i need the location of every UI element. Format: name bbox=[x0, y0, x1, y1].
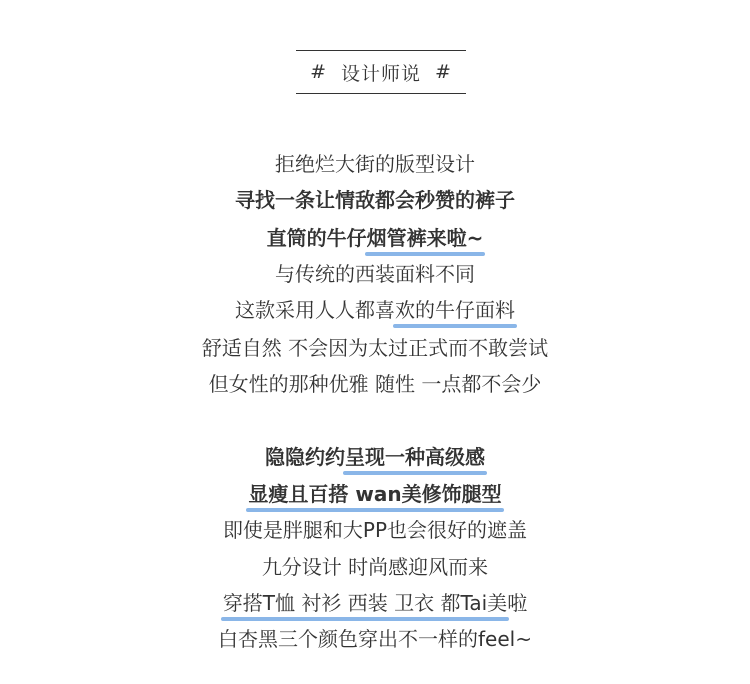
line-text: 九分设计 时尚感迎风而来 bbox=[261, 555, 489, 579]
text-line bbox=[0, 370, 750, 398]
line-text: 隐隐约约 bbox=[265, 445, 345, 469]
highlighted-text: 欢的牛仔面料 bbox=[395, 298, 515, 322]
text-line bbox=[0, 150, 750, 178]
highlighted-text: 穿搭T恤 衬衫 西装 卫衣 都Tai美 bbox=[222, 591, 508, 615]
line-text: 与传统的西装面料不同 bbox=[275, 262, 475, 286]
text-line bbox=[0, 186, 750, 214]
highlighted-text: 呈现一种高级感 bbox=[345, 445, 485, 469]
text-line bbox=[0, 625, 750, 653]
line-text: 但女性的那种优雅 随性 一点都不会少 bbox=[208, 372, 542, 396]
text-line bbox=[0, 260, 750, 288]
highlighted-text: 显瘦且百搭 wan美修饰腿型 bbox=[248, 482, 502, 506]
line-text: 直筒的牛仔 bbox=[266, 226, 367, 250]
text-line bbox=[0, 296, 750, 324]
text-line bbox=[0, 516, 750, 544]
text-line bbox=[0, 443, 750, 471]
text-line bbox=[0, 224, 750, 252]
line-text: 即使是胖腿和大PP也会很好的遮盖 bbox=[222, 518, 528, 542]
line-text: 这款采用人人都喜 bbox=[235, 298, 395, 322]
hash-symbol-right: # bbox=[435, 61, 452, 83]
section-header bbox=[296, 50, 466, 94]
section-title: 设计师说 bbox=[340, 62, 421, 85]
text-line bbox=[0, 480, 750, 508]
line-text: 啦 bbox=[507, 591, 528, 615]
line-text: 寻找一条让情敌都会秒赞的裤子 bbox=[235, 188, 515, 212]
text-line bbox=[0, 553, 750, 581]
hash-symbol-left: # bbox=[310, 61, 327, 83]
text-line bbox=[0, 589, 750, 617]
line-text: 白杏黑三个颜色穿出不一样的feel~ bbox=[218, 627, 532, 651]
line-text: 拒绝烂大街的版型设计 bbox=[275, 152, 475, 176]
line-text: 舒适自然 不会因为太过正式而不敢尝试 bbox=[201, 336, 549, 360]
highlighted-text: 烟管裤来啦~ bbox=[366, 226, 484, 250]
text-line bbox=[0, 334, 750, 362]
